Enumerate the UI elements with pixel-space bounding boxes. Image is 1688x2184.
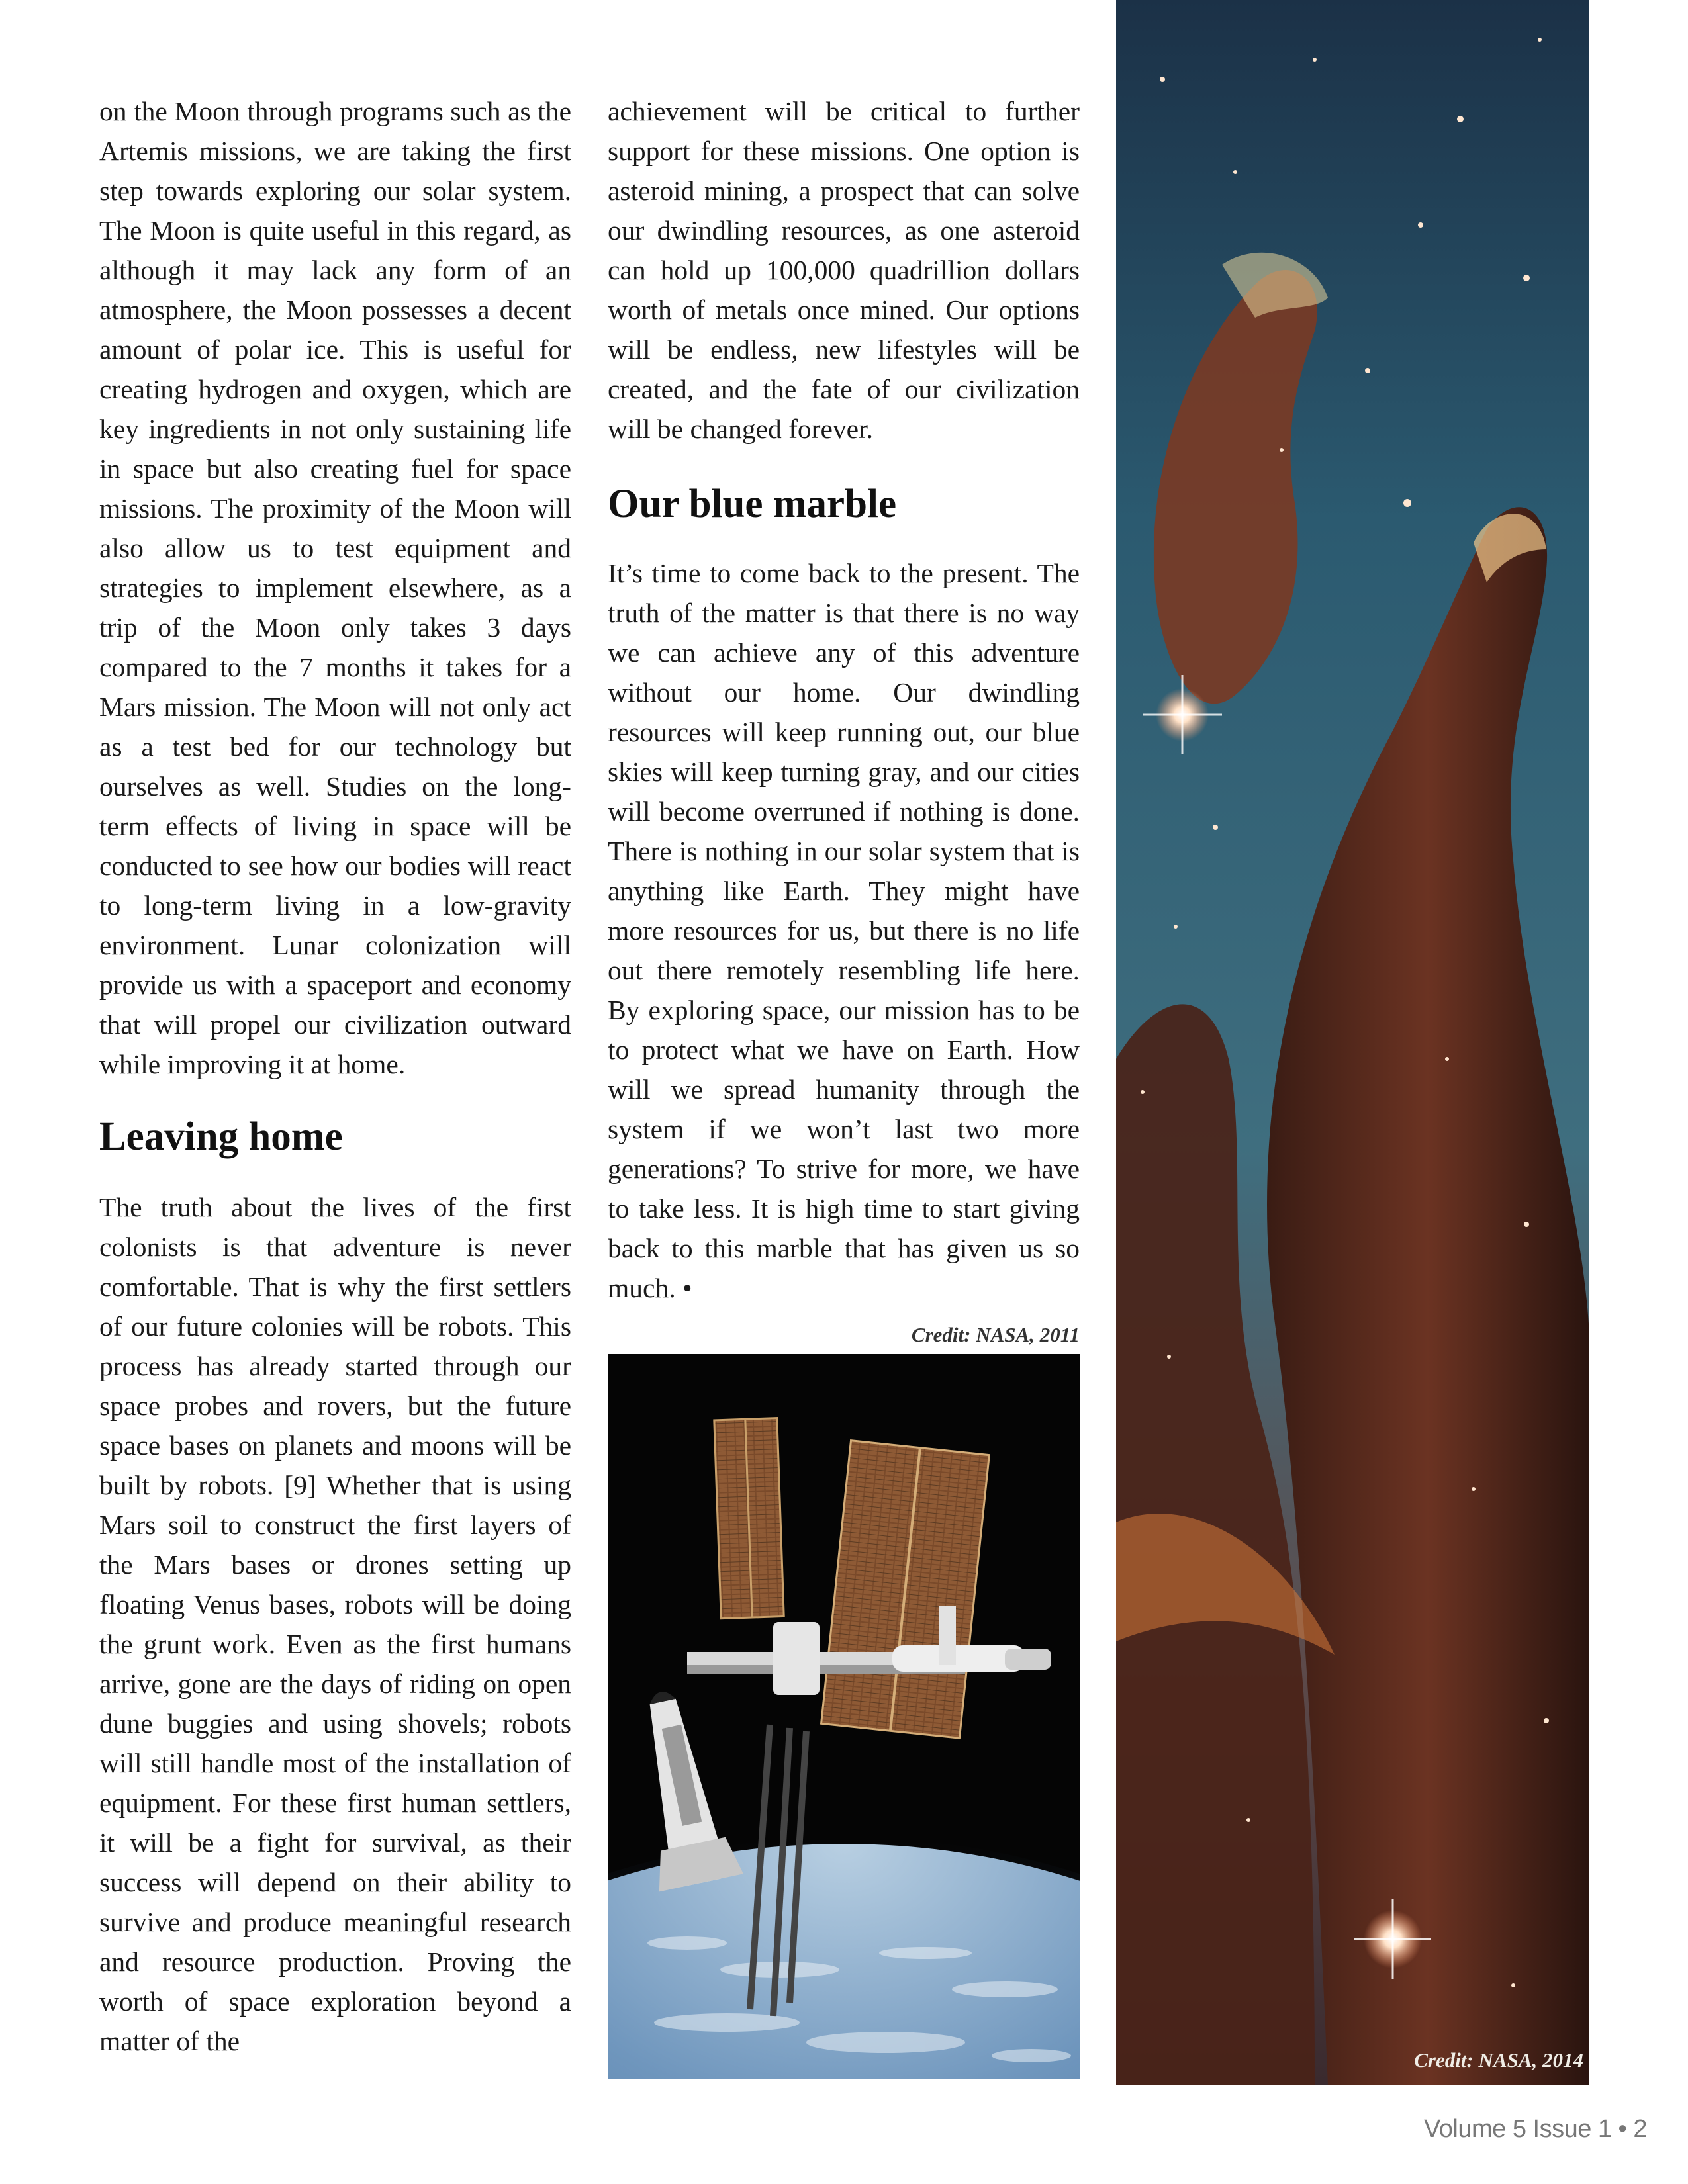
iss-photo-credit: Credit: NASA, 2011 bbox=[911, 1323, 1080, 1346]
article-column-middle bbox=[608, 91, 1080, 1308]
nebula-photo bbox=[1116, 0, 1589, 2085]
footer-separator: • bbox=[1618, 2115, 1627, 2143]
issue-label: Volume 5 Issue 1 bbox=[1424, 2115, 1612, 2143]
body-paragraph: The truth about the lives of the first colonists is that adventure is never comfortable. That is why the first settlers of our future colonies will be robots. This process has already started through our space probes and rovers, but the future space bases on planets and moons will be built by robots. [9] Whether that is using Mars soil to construct the first layers of the Mars bases or drones setting up floating Venus bases, robots will be doing the grunt work. Even as the first humans arrive, gone are the days of riding on open dune buggies and using shovels; robots will still handle most of the installation of equipment. For these first human settlers, it will be a fight for survival, as their success will depend on their ability to survive and produce meaningful research and resource production. Proving the worth of space exploration beyond a matter of the bbox=[99, 1192, 571, 2056]
body-paragraph: on the Moon through programs such as the Artemis missions, we are taking the first step towards exploring our solar system. The Moon is quite useful in this regard, as although it may lack any form of an atmosphere, the Moon possesses a decent amount of polar ice. This is useful for creating hydrogen and oxygen, which are key ingredients in not only sustaining life in space but also creating fuel for space missions. The proximity of the Moon will also allow us to test equipment and strategies to implement elsewhere, as a trip of the Moon only takes 3 days compared to the 7 months it takes for a Mars mission. The Moon will not only act as a test bed for our technology but ourselves as well. Studies on the long-term effects of living in space will be conducted to see how our bodies will react to long-term living in a low-gravity environment. Lunar colonization will provide us with a spaceport and economy that will propel our civilization outward while improving it at home. bbox=[99, 96, 571, 1079]
article-column-left bbox=[99, 91, 571, 2061]
section-heading-leaving-home: Leaving home bbox=[99, 1115, 343, 1159]
nebula-photo-credit: Credit: NASA, 2014 bbox=[1414, 2048, 1583, 2071]
body-paragraph: achievement will be critical to further support for these missions. One option is asteroid mining, a prospect that can solve our dwindling resources, as one asteroid can hold up 100,000 quadrillion dollars worth of metals once mined. Our options will be endless, new lifestyles will be created, and the fate of our civilization will be changed forever. bbox=[608, 96, 1080, 444]
body-paragraph: It’s time to come back to the present. The truth of the matter is that there is no way we can achieve any of this adventure without our home. Our dwindling resources will keep running out, our blue skies will keep turning gray, and our cities will become overruned if nothing is done. There is nothing in our solar system that is anything like Earth. They might have more resources for us, but there is no life out there remotely resembling life here. By exploring space, our mission has to be to protect what we have on Earth. How will we spread humanity through the system if we won’t last two more generations? To strive for more, we have to take less. It is high time to start giving back to this marble that has given us so much. • bbox=[608, 558, 1080, 1303]
section-heading-our-blue-marble: Our blue marble bbox=[608, 482, 897, 526]
nebula-illustration bbox=[1116, 0, 1589, 2085]
page-footer bbox=[1424, 2115, 1647, 2144]
page-number: 2 bbox=[1633, 2115, 1647, 2143]
space-station-photo bbox=[608, 1354, 1080, 2079]
space-station-illustration bbox=[608, 1354, 1080, 2079]
